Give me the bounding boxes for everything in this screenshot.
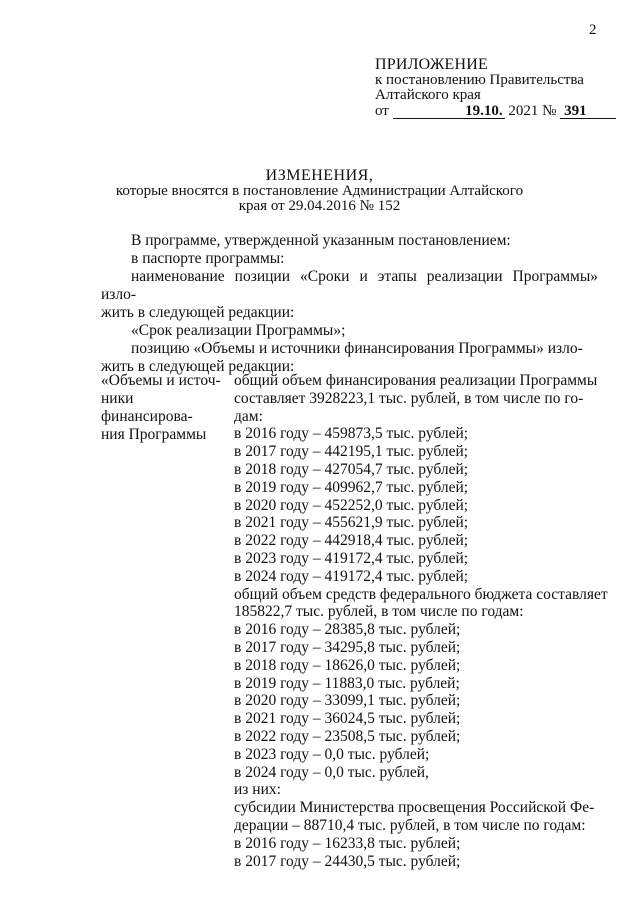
table-value-line: в 2020 году – 33099,1 тыс. рублей; bbox=[234, 692, 461, 710]
table-value-line: в 2020 году – 452252,0 тыс. рублей; bbox=[234, 496, 469, 514]
table-value-line: составляет 3928223,1 тыс. рублей, в том числе по го- bbox=[234, 389, 584, 407]
table-value-line: в 2024 году – 0,0 тыс. рублей, bbox=[234, 763, 429, 781]
document-heading-sub-1: которые вносятся в постановление Администрации Алтайского bbox=[115, 183, 524, 199]
table-value-line: общий объем финансирования реализации Программы bbox=[234, 372, 598, 389]
intro-line: позицию «Объемы и источники финансирования Программы» изло- bbox=[131, 340, 583, 357]
intro-line: жить в следующей редакции: bbox=[101, 304, 295, 321]
document-heading-sub-2: края от 29.04.2016 № 152 bbox=[238, 198, 401, 214]
appendix-block bbox=[375, 57, 616, 119]
table-value-line: в 2017 году – 24430,5 тыс. рублей; bbox=[234, 852, 461, 870]
table-value-line: в 2017 году – 442195,1 тыс. рублей; bbox=[234, 443, 469, 461]
table-label-line: «Объемы и источ- bbox=[101, 372, 221, 389]
table-value-line: в 2019 году – 11883,0 тыс. рублей; bbox=[234, 674, 460, 692]
table-value-line: общий объем средств федерального бюджета составляет bbox=[234, 585, 608, 603]
table-value-line: дам: bbox=[234, 407, 263, 425]
intro-line: В программе, утвержденной указанным постановлением: bbox=[131, 232, 511, 249]
intro-text bbox=[101, 232, 598, 376]
table-value-line: дерации – 88710,4 тыс. рублей, в том числе по годам: bbox=[234, 816, 586, 834]
number-sign: № bbox=[542, 102, 557, 119]
intro-line: «Срок реализации Программы»; bbox=[131, 322, 346, 339]
intro-line: наименование позиции «Сроки и этапы реализации Программы» изло- bbox=[101, 268, 598, 303]
table-value-line: в 2023 году – 0,0 тыс. рублей; bbox=[234, 745, 430, 763]
table-value-line: из них: bbox=[234, 781, 281, 799]
intro-line: жить в следующей редакции: bbox=[101, 358, 295, 375]
table-value-line: в 2024 году – 419172,4 тыс. рублей; bbox=[234, 567, 469, 585]
order-number: 391 bbox=[560, 104, 616, 119]
table-value-line: в 2018 году – 18626,0 тыс. рублей; bbox=[234, 656, 461, 674]
page-number: 2 bbox=[589, 22, 597, 38]
appendix-title: ПРИЛОЖЕНИЕ bbox=[375, 56, 489, 73]
table-value-line: в 2023 году – 419172,4 тыс. рублей; bbox=[234, 549, 469, 567]
table-value-line: в 2021 году – 455621,9 тыс. рублей; bbox=[234, 514, 469, 532]
table-value-line: в 2022 году – 23508,5 тыс. рублей; bbox=[234, 727, 461, 745]
appendix-line-1: к постановлению Правительства bbox=[375, 71, 584, 88]
table-value-cell bbox=[234, 372, 608, 870]
table-value-line: в 2017 году – 34295,8 тыс. рублей; bbox=[234, 638, 461, 656]
table-label-line: ния Программы bbox=[101, 426, 207, 443]
table-value-line: 185822,7 тыс. рублей, в том числе по годам: bbox=[234, 603, 524, 621]
table-label-line: ники финансирова- bbox=[101, 390, 193, 425]
table-label-cell bbox=[101, 372, 226, 444]
table-value-line: в 2016 году – 16233,8 тыс. рублей; bbox=[234, 834, 461, 852]
appendix-order-line bbox=[375, 104, 616, 120]
order-date: 19.10. bbox=[393, 104, 505, 119]
intro-line: в паспорте программы: bbox=[131, 250, 285, 267]
document-heading-title: ИЗМЕНЕНИЯ, bbox=[265, 167, 374, 184]
table-value-line: в 2018 году – 427054,7 тыс. рублей; bbox=[234, 460, 469, 478]
appendix-line-2: Алтайского края bbox=[375, 87, 481, 103]
table-value-line: в 2021 году – 36024,5 тыс. рублей; bbox=[234, 710, 461, 728]
table-value-line: в 2016 году – 459873,5 тыс. рублей; bbox=[234, 425, 469, 443]
from-label: от bbox=[375, 102, 389, 119]
table-value-line: субсидии Министерства просвещения Российской Фе- bbox=[234, 799, 595, 817]
table-value-line: в 2022 году – 442918,4 тыс. рублей; bbox=[234, 532, 469, 550]
order-year: 2021 bbox=[508, 102, 539, 119]
table-value-line: в 2019 году – 409962,7 тыс. рублей; bbox=[234, 478, 469, 496]
table-value-line: в 2016 году – 28385,8 тыс. рублей; bbox=[234, 621, 461, 639]
